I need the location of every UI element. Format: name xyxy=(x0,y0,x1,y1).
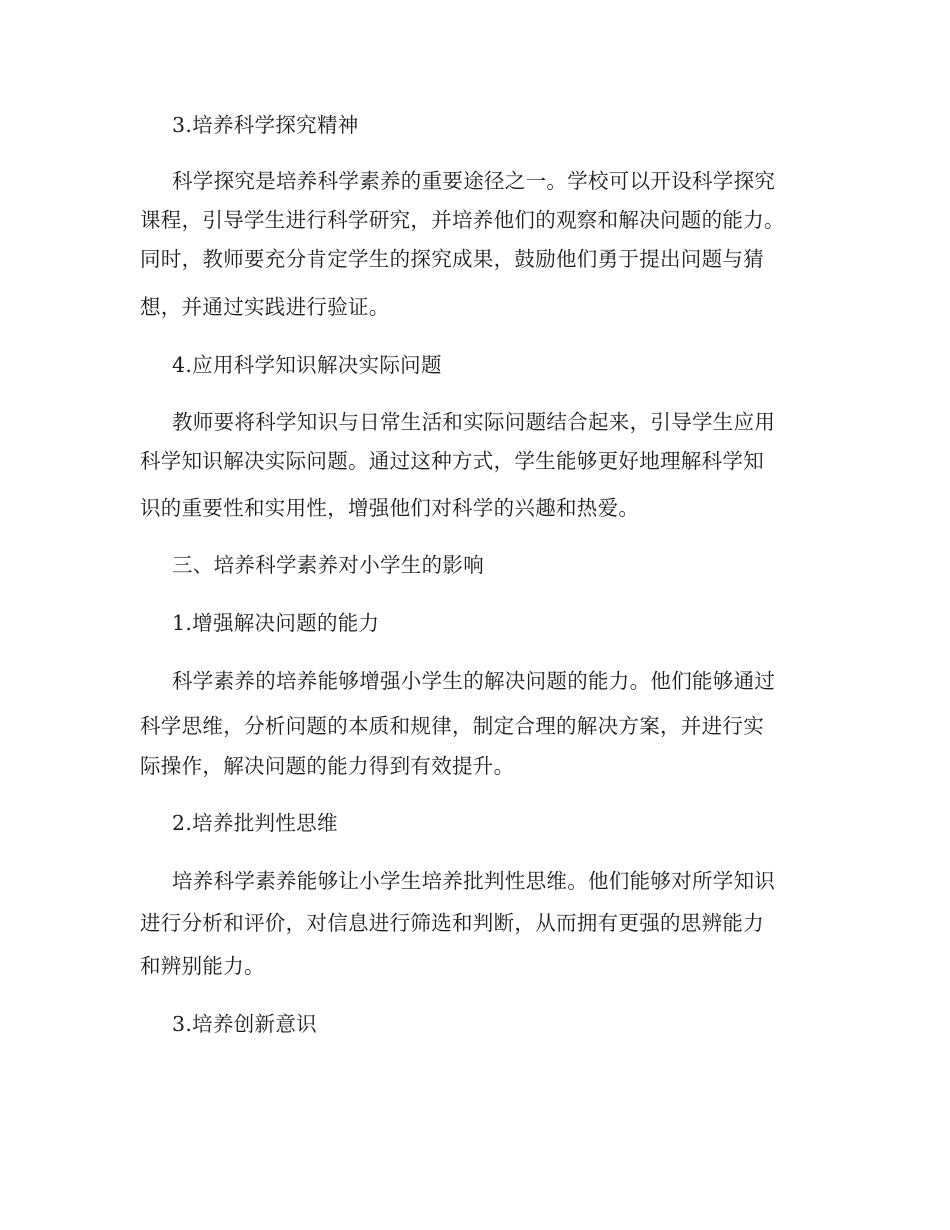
section-heading: 2.培养批判性思维 xyxy=(172,811,338,835)
section-heading: 4.应用科学知识解决实际问题 xyxy=(172,353,442,377)
paragraph-line: 科学探究是培养科学素养的重要途径之一。学校可以开设科学探究 xyxy=(172,169,776,193)
paragraph-line: 想，并通过实践进行验证。 xyxy=(140,295,390,319)
section-heading: 3.培养科学探究精神 xyxy=(172,113,359,137)
paragraph-line: 科学知识解决实际问题。通过这种方式，学生能够更好地理解科学知 xyxy=(140,449,764,473)
paragraph-line: 和辨别能力。 xyxy=(140,954,265,978)
paragraph-line: 际操作，解决问题的能力得到有效提升。 xyxy=(140,754,515,778)
section-heading: 1.增强解决问题的能力 xyxy=(172,611,380,635)
paragraph-line: 识的重要性和实用性，增强他们对科学的兴趣和热爱。 xyxy=(140,496,640,520)
paragraph-line: 进行分析和评价，对信息进行筛选和判断，从而拥有更强的思辨能力 xyxy=(140,911,764,935)
paragraph-line: 同时，教师要充分肯定学生的探究成果，鼓励他们勇于提出问题与猜 xyxy=(140,247,764,271)
section-heading: 3.培养创新意识 xyxy=(172,1012,317,1036)
paragraph-line: 科学思维，分析问题的本质和规律，制定合理的解决方案，并进行实 xyxy=(140,714,764,738)
paragraph-line: 课程，引导学生进行科学研究，并培养他们的观察和解决问题的能力。 xyxy=(140,208,785,232)
chapter-heading: 三、培养科学素养对小学生的影响 xyxy=(172,553,484,577)
paragraph-line: 教师要将科学知识与日常生活和实际问题结合起来，引导学生应用 xyxy=(172,410,776,434)
paragraph-line: 科学素养的培养能够增强小学生的解决问题的能力。他们能够通过 xyxy=(172,669,776,693)
paragraph-line: 培养科学素养能够让小学生培养批判性思维。他们能够对所学知识 xyxy=(172,869,776,893)
